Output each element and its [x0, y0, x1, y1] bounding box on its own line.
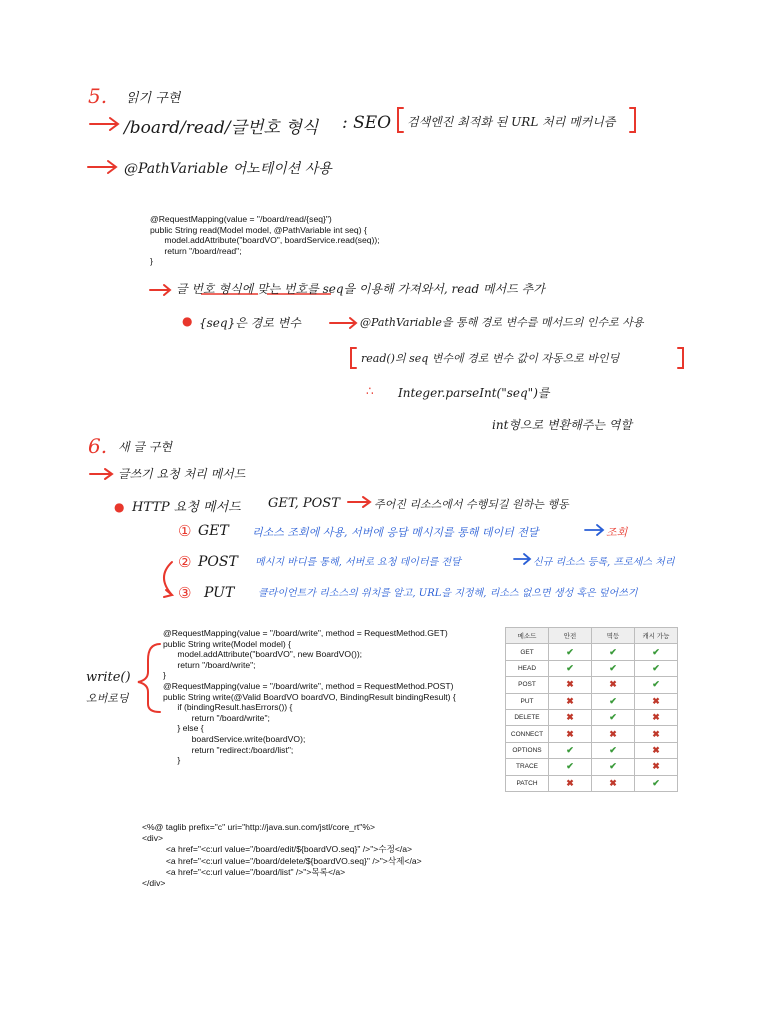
table-cell [592, 726, 635, 742]
seo-label: : SEO [342, 113, 392, 133]
table-row [506, 759, 678, 775]
table-header: 메소드 [506, 628, 549, 644]
check-icon: ✔ [609, 761, 617, 772]
code-line: <div> [142, 833, 164, 844]
code-write-block [163, 628, 456, 766]
table-cell [592, 693, 635, 709]
cross-icon: ✖ [652, 728, 660, 739]
read-note-4: Integer.parseInt("seq")를 [398, 386, 550, 400]
cross-icon: ✖ [566, 695, 574, 706]
table-row [506, 693, 678, 709]
code-line: public String write(@Valid BoardVO boardVO, BindingResult bindingResult) { [163, 691, 456, 702]
code-line: } [163, 670, 166, 681]
cross-icon: ✖ [609, 728, 617, 739]
item-number: ③ [178, 584, 192, 602]
table-row [506, 709, 678, 725]
method-name-cell: OPTIONS [506, 742, 549, 758]
code-line: @RequestMapping(value = "/board/write", method = RequestMethod.POST) [163, 680, 454, 691]
read-note-2-right: @PathVariable을 통해 경로 변수를 메서드의 인수로 사용 [360, 316, 644, 329]
table-row [506, 644, 678, 660]
code-line: @RequestMapping(value = "/board/write", method = RequestMethod.GET) [163, 628, 448, 638]
table-row [506, 726, 678, 742]
code-line: public String write(Model model) { [163, 638, 292, 649]
table-cell [549, 759, 592, 775]
item-desc-get: 리소스 조회에 사용, 서버에 응답 메시지를 통해 데이터 전달 [252, 526, 539, 539]
cross-icon: ✖ [652, 761, 660, 772]
item-desc-post: 메시지 바디를 통해, 서버로 요청 데이터를 전달 [255, 557, 461, 568]
code-line: if (bindingResult.hasErrors()) { [163, 702, 293, 713]
table-cell [635, 644, 678, 660]
section-6-number: 6. [88, 434, 108, 458]
check-icon: ✔ [652, 662, 660, 673]
write-overload-label: write() [86, 670, 131, 685]
code-line: <a href="<c:url value="/board/edit/${boardVO.seq}" />">수정</a> [142, 844, 413, 855]
code-line: <%@ taglib prefix="c" uri="http://java.sun.com/jstl/core_rt"%> [142, 822, 376, 832]
cross-icon: ✖ [566, 679, 574, 690]
method-name-cell: POST [506, 677, 549, 693]
method-name-cell: DELETE [506, 709, 549, 725]
code-line: <a href="<c:url value="/board/list" />">목록</a> [142, 866, 346, 877]
check-icon: ✔ [609, 646, 617, 657]
write-overload-note: 오버로딩 [86, 692, 129, 705]
cross-icon: ✖ [652, 744, 660, 755]
table-cell [592, 644, 635, 660]
code-line: <a href="<c:url value="/board/delete/${boardVO.seq}" />">삭제</a> [142, 855, 422, 866]
code-line: return "/board/write"; [163, 712, 270, 723]
table-cell [592, 742, 635, 758]
therefore-icon: ∴ [366, 384, 374, 398]
item-name-post: POST [198, 554, 238, 570]
table-cell [592, 660, 635, 676]
item-tail-get: 조회 [606, 526, 628, 539]
section-5-title: 읽기 구현 [126, 91, 181, 106]
check-icon: ✔ [652, 777, 660, 788]
table-row [506, 742, 678, 758]
method-name-cell: CONNECT [506, 726, 549, 742]
item-name-put: PUT [204, 585, 235, 601]
code-line: return "/board/read"; [150, 245, 242, 256]
table-cell [635, 775, 678, 791]
table-cell [635, 726, 678, 742]
cross-icon: ✖ [566, 728, 574, 739]
check-icon: ✔ [609, 712, 617, 723]
table-cell [635, 709, 678, 725]
method-name-cell: PATCH [506, 775, 549, 791]
check-icon: ✔ [566, 646, 574, 657]
item-desc-put: 클라이언트가 리소스의 위치를 알고, URL을 지정해, 리소스 없으면 생성 혹은 덮어쓰기 [258, 588, 638, 599]
cross-icon: ✖ [609, 777, 617, 788]
section-5-number: 5. [88, 84, 108, 108]
read-note-5: int형으로 변환해주는 역할 [492, 418, 632, 432]
table-cell [635, 742, 678, 758]
code-read-block [150, 214, 380, 267]
cross-icon: ✖ [609, 679, 617, 690]
seo-description: 검색엔진 최적화 된 URL 처리 메커니즘 [407, 115, 616, 129]
cross-icon: ✖ [652, 712, 660, 723]
check-icon: ✔ [566, 744, 574, 755]
cross-icon: ✖ [566, 712, 574, 723]
check-icon: ✔ [566, 761, 574, 772]
table-cell [549, 726, 592, 742]
http-methods-examples: GET, POST [268, 496, 340, 511]
code-line: @RequestMapping(value = "/board/read/{seq}") [150, 214, 332, 224]
table-cell [635, 759, 678, 775]
check-icon: ✔ [609, 662, 617, 673]
table-cell [549, 644, 592, 660]
table-cell [635, 693, 678, 709]
cross-icon: ✖ [652, 695, 660, 706]
item-number: ① [178, 522, 192, 540]
code-line: } [163, 755, 181, 766]
code-line: boardService.write(boardVO); [163, 733, 306, 744]
code-line: } [150, 256, 153, 267]
table-row [506, 677, 678, 693]
table-cell [635, 660, 678, 676]
table-header: 멱등 [592, 628, 635, 644]
read-note-1: 글 번호 형식에 맞는 번호를 seq을 이용해 가져와서, read 메서드 추가 [176, 282, 545, 296]
table-cell [635, 677, 678, 693]
table-cell [549, 660, 592, 676]
read-note-3: read()의 seq 변수에 경로 변수 값이 자동으로 바인딩 [361, 352, 620, 365]
method-name-cell: HEAD [506, 660, 549, 676]
table-row [506, 660, 678, 676]
code-line: model.addAttribute("boardVO", new BoardVO()); [163, 649, 363, 660]
table-cell [549, 677, 592, 693]
bullet-icon: ● [182, 314, 193, 328]
check-icon: ✔ [652, 679, 660, 690]
code-line: } else { [163, 723, 204, 734]
table-header: 안전 [549, 628, 592, 644]
code-line: public String read(Model model, @PathVariable int seq) { [150, 224, 367, 235]
http-methods-title: HTTP 요청 메서드 [132, 500, 241, 515]
table-cell [549, 709, 592, 725]
http-methods-table [505, 627, 678, 792]
code-line: model.addAttribute("boardVO", boardService.read(seq)); [150, 235, 380, 246]
code-line: return "/board/write"; [163, 659, 256, 670]
read-note-2-left: {seq}은 경로 변수 [199, 316, 301, 330]
pathvariable-note: @PathVariable 어노테이션 사용 [124, 161, 332, 177]
method-name-cell: PUT [506, 693, 549, 709]
method-name-cell: GET [506, 644, 549, 660]
read-url-format: /board/read/글번호 형식 [124, 118, 319, 138]
table-header: 캐시 가능 [635, 628, 678, 644]
table-cell [549, 775, 592, 791]
table-cell [592, 709, 635, 725]
write-request-note: 글쓰기 요청 처리 메서드 [118, 467, 246, 481]
bullet-icon: ● [114, 500, 125, 514]
code-jsp-block [142, 822, 422, 889]
cross-icon: ✖ [566, 777, 574, 788]
http-methods-description: 주어진 리소스에서 수행되길 원하는 행동 [374, 498, 569, 511]
table-cell [592, 677, 635, 693]
table-cell [592, 775, 635, 791]
item-number: ② [178, 553, 192, 571]
table-cell [592, 759, 635, 775]
item-tail-post: 신규 리소스 등록, 프로세스 처리 [533, 557, 675, 568]
check-icon: ✔ [609, 695, 617, 706]
check-icon: ✔ [566, 662, 574, 673]
code-line: return "redirect:/board/list"; [163, 744, 294, 755]
section-6-title: 새 글 구현 [118, 440, 172, 454]
table-row [506, 775, 678, 791]
item-name-get: GET [198, 523, 229, 539]
method-name-cell: TRACE [506, 759, 549, 775]
check-icon: ✔ [609, 744, 617, 755]
table-cell [549, 693, 592, 709]
code-line: </div> [142, 878, 166, 889]
table-cell [549, 742, 592, 758]
check-icon: ✔ [652, 646, 660, 657]
